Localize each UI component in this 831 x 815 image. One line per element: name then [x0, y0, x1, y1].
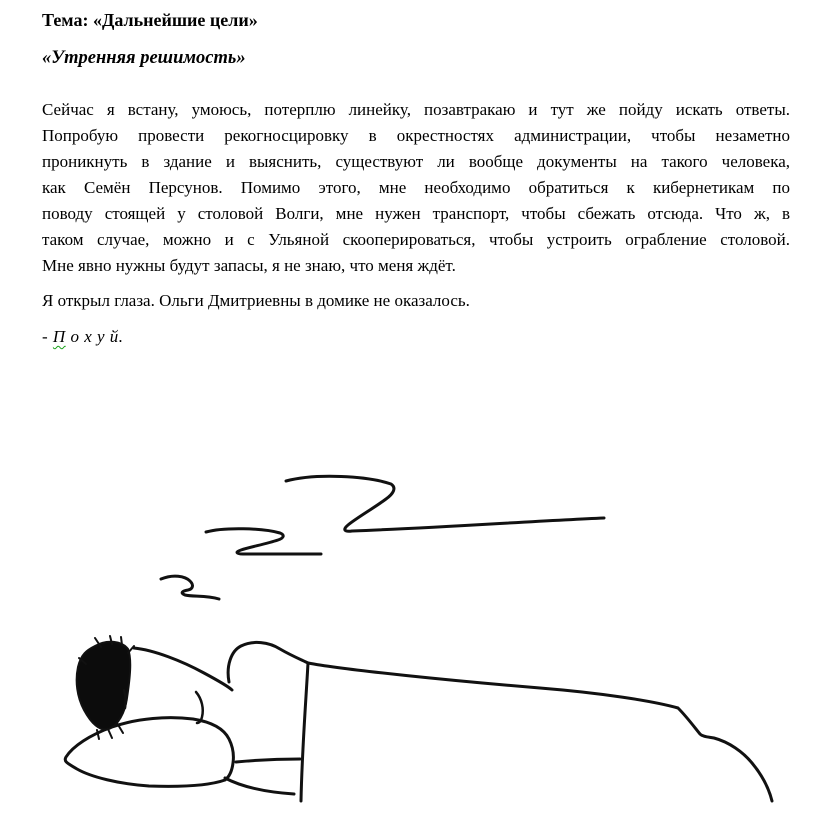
text-line: Попробую провести рекогносцировку в окрестностях администрации, чтобы незаметно: [42, 126, 790, 145]
text-line: таком случае, можно и с Ульяной скооперироваться, чтобы устроить ограбление столовой.: [42, 230, 790, 249]
sleep-z-medium: [206, 529, 321, 554]
sleeper-shoulder: [228, 642, 308, 682]
blanket-fold-lower: [225, 778, 294, 794]
paragraph-awakening: Я открыл глаза. Ольги Дмитриевны в домике не оказалось.: [42, 291, 470, 310]
sleeper-head: [134, 648, 232, 690]
phrase-rest: о х у й.: [65, 327, 124, 346]
phrase-dash: -: [42, 327, 53, 346]
misspelled-word: П: [52, 327, 66, 346]
page-title: Тема: «Дальнейшие цели»: [42, 10, 258, 30]
text-line: Сейчас я встану, умоюсь, потерплю линейку, позавтракаю и тут же пойду искать ответы.: [42, 100, 790, 119]
text-line: поводу стоящей у столовой Волги, мне нужен транспорт, чтобы сбежать отсюда. Что ж, в: [42, 204, 790, 223]
text-line: как Семён Персунов. Помимо этого, мне необходимо обратиться к кибернетикам по: [42, 178, 790, 197]
blanket-top-edge: [308, 663, 772, 801]
pillow: [65, 718, 233, 787]
text-line: проникнуть в здание и выяснить, существуют ли вообще документы на такого человека,: [42, 152, 790, 171]
blanket-fold-upper: [236, 759, 300, 762]
sleep-z-small: [161, 576, 219, 599]
sleeper-hair: [77, 642, 131, 730]
blanket-front-edge: [301, 663, 308, 801]
document-subtitle: «Утренняя решимость»: [42, 48, 246, 68]
text-line: Мне явно нужны будут запасы, я не знаю, что меня ждёт.: [42, 256, 456, 275]
sleep-z-large: [286, 476, 604, 531]
